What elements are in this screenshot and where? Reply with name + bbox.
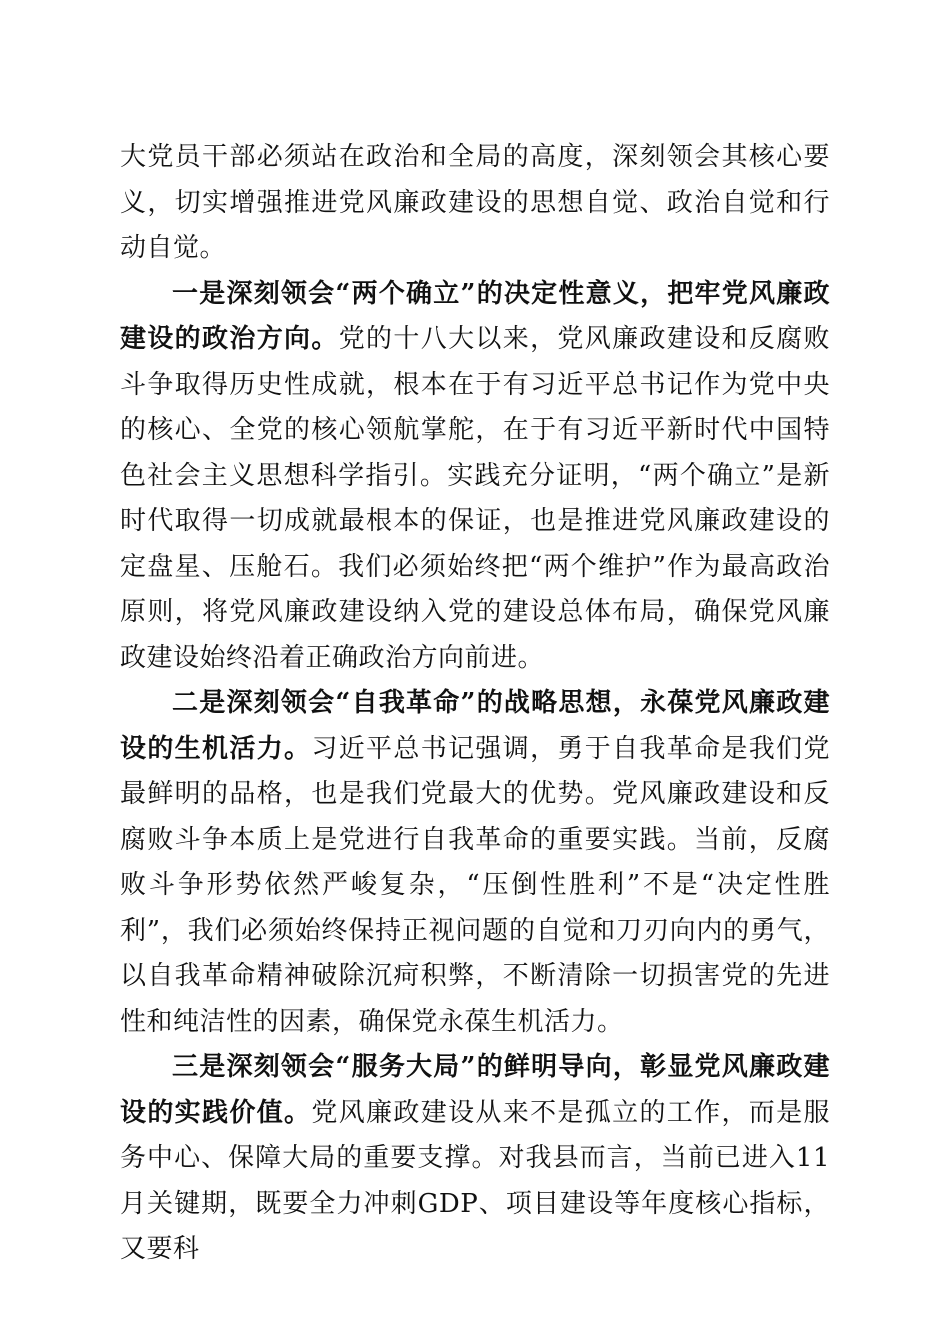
paragraph-heading: 一是深刻领会“两个确立”的决定性意义，把牢党风廉政建设的政治方向。 [120,278,830,354]
paragraph-one [120,272,830,682]
paragraph-text: 大党员干部必须站在政治和全局的高度，深刻领会其核心要义，切实增强推进党风廉政建设的思想自觉、政治自觉和行动自觉。 [120,142,830,263]
paragraph-heading: 三是深刻领会“服务大局”的鲜明导向，彰显党风廉政建设的实践价值。 [120,1052,830,1128]
paragraph-continuation [120,135,830,272]
document-body [120,135,830,1273]
paragraph-two [120,681,830,1045]
paragraph-three [120,1045,830,1273]
paragraph-text: 党的十八大以来，党风廉政建设和反腐败斗争取得历史性成就，根本在于有习近平总书记作为党中央的核心、全党的核心领航掌舵，在于有习近平新时代中国特色社会主义思想科学指引。实践充分证明，“两个确立”是新时代取得一切成就最根本的保证，也是推进党风廉政建设的定盘星、压舱石。我们必须始终把“两个维护”作为最高政治原则，将党风廉政建设纳入党的建设总体布局，确保党风廉政建设始终沿着正确政治方向前进。 [120,324,830,673]
paragraph-text: 党风廉政建设从来不是孤立的工作，而是服务中心、保障大局的重要支撑。对我县而言，当前已进入11月关键期，既要全力冲刺GDP、项目建设等年度核心指标，又要科 [120,1097,830,1264]
paragraph-text: 习近平总书记强调，勇于自我革命是我们党最鲜明的品格，也是我们党最大的优势。党风廉政建设和反腐败斗争本质上是党进行自我革命的重要实践。当前，反腐败斗争形势依然严峻复杂，“压倒性胜利”不是“决定性胜利”，我们必须始终保持正视问题的自觉和刀刃向内的勇气，以自我革命精神破除沉疴积弊，不断清除一切损害党的先进性和纯洁性的因素，确保党永葆生机活力。 [120,733,830,1037]
paragraph-heading: 二是深刻领会“自我革命”的战略思想，永葆党风廉政建设的生机活力。 [120,688,830,764]
